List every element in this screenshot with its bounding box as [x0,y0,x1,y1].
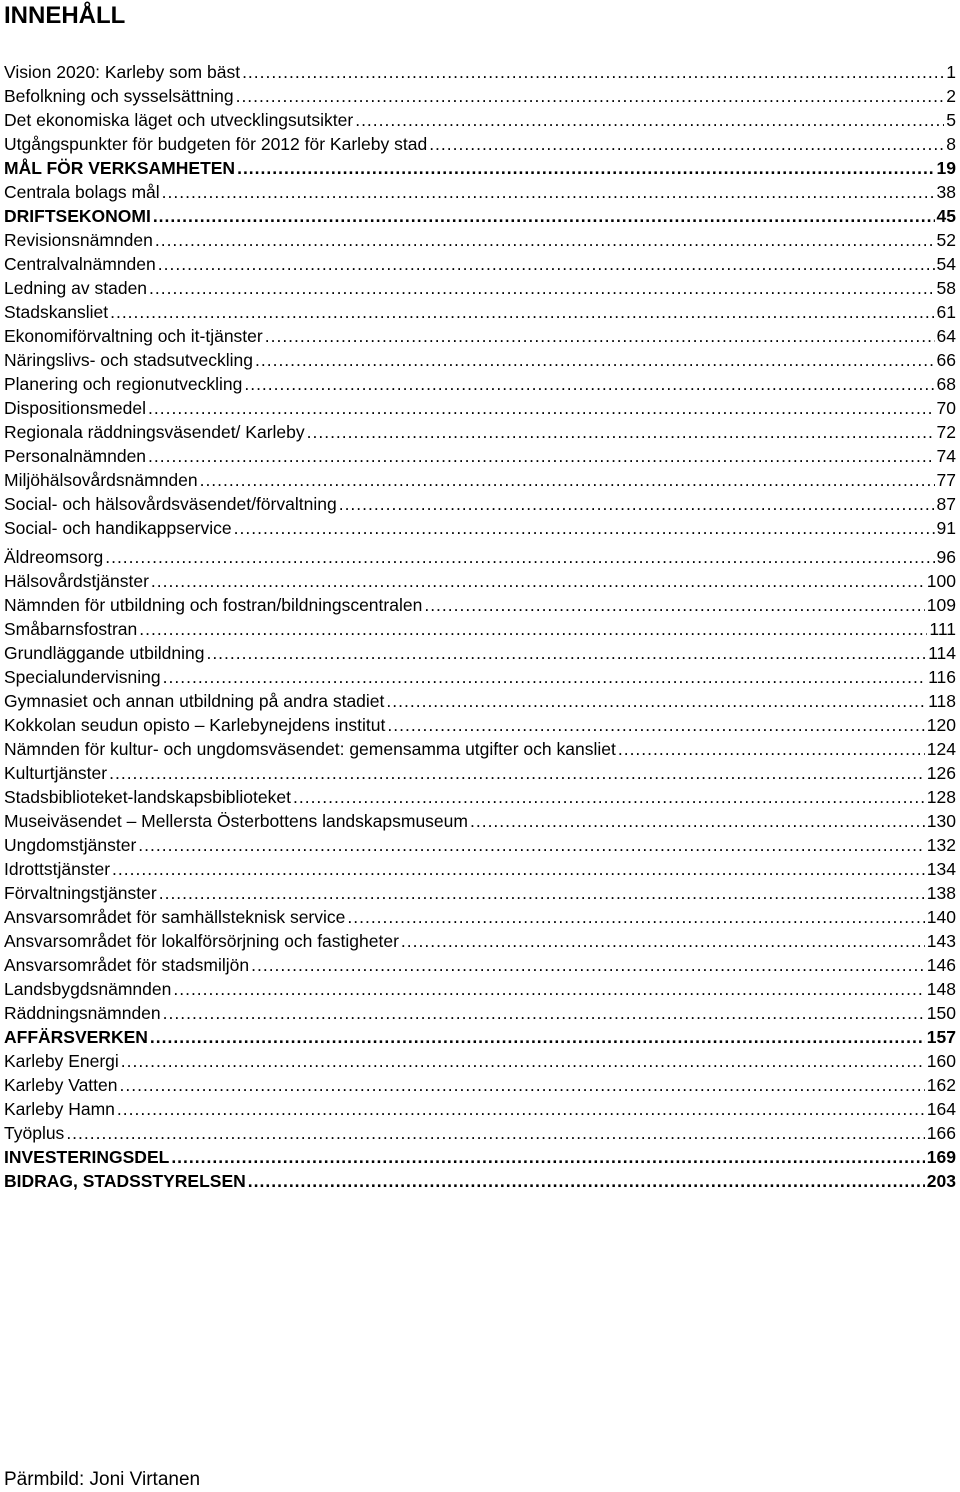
toc-entry[interactable] [4,372,956,396]
toc-entry[interactable] [4,132,956,156]
dot-leader [248,1169,925,1193]
toc-entry-title: Befolkning och sysselsättning [4,86,234,106]
dot-leader [163,665,926,689]
dot-leader [112,857,925,881]
toc-entry[interactable] [4,1001,956,1025]
toc-entry[interactable] [4,1073,956,1097]
dot-leader [139,617,927,641]
toc-entry[interactable] [4,569,956,593]
dot-leader [386,689,926,713]
dot-leader [347,905,924,929]
toc-entry-title: Kokkolan seudun opisto – Karlebynejdens institut [4,715,386,735]
toc-entry-page-number: 203 [926,1171,956,1191]
toc-entry[interactable] [4,252,956,276]
toc-entry[interactable] [4,593,956,617]
toc-entry-title: Personalnämnden [4,446,147,466]
dot-leader [171,1145,924,1169]
toc-entry-title: BIDRAG, STADSSTYRELSEN [4,1171,246,1191]
toc-entry-title: Nämnden för kultur- och ungdomsväsendet: gemensamma utgifter och kansliet [4,739,616,759]
dot-leader [105,545,934,569]
toc-entry-title: Ungdomstjänster [4,835,137,855]
toc-entry-page-number: 5 [946,110,956,130]
toc-entry-title: Social- och hälsovårdsväsendet/förvaltning [4,494,337,514]
dot-leader [293,785,925,809]
dot-leader [163,1001,925,1025]
dot-leader [355,108,944,132]
toc-entry-title: INVESTERINGSDEL [4,1147,170,1167]
dot-leader [148,444,934,468]
toc-entry-page-number: 72 [936,422,956,442]
toc-entry[interactable] [4,833,956,857]
dot-leader [66,1121,924,1145]
toc-entry-page-number: 38 [936,182,956,202]
toc-entry-title: Miljöhälsovårdsnämnden [4,470,198,490]
toc-entry-title: Ekonomiförvaltning och it-tjänster [4,326,263,346]
dot-leader [117,1097,925,1121]
dot-leader [153,204,935,228]
toc-entry[interactable] [4,905,956,929]
toc-entry-page-number: 77 [936,470,956,490]
toc-entry[interactable] [4,324,956,348]
toc-entry-title: Kulturtjänster [4,763,108,783]
toc-entry-page-number: 70 [936,398,956,418]
toc-entry-page-number: 128 [926,787,956,807]
toc-entry-page-number: 150 [926,1003,956,1023]
dot-leader [149,276,934,300]
toc-entry-page-number: 54 [936,254,956,274]
toc-entry[interactable] [4,737,956,761]
toc-entry[interactable] [4,953,956,977]
toc-entry[interactable] [4,785,956,809]
dot-leader [121,1049,925,1073]
toc-entry-page-number: 146 [926,955,956,975]
dot-leader [155,228,935,252]
toc-entry-page-number: 61 [936,302,956,322]
dot-leader [387,713,924,737]
toc-entry-title: Ansvarsområdet för samhällsteknisk service [4,907,346,927]
toc-entry-page-number: 2 [946,86,956,106]
toc-entry[interactable] [4,665,956,689]
toc-entry[interactable] [4,881,956,905]
dot-leader [110,300,934,324]
cover-photo-credit: Pärmbild: Joni Virtanen [4,1469,201,1490]
toc-entry-title: Karleby Vatten [4,1075,118,1095]
toc-entry-page-number: 157 [926,1027,956,1047]
toc-entry-page-number: 130 [926,811,956,831]
dot-leader [148,396,935,420]
toc-entry-page-number: 66 [936,350,956,370]
toc-entry-title: MÅL FÖR VERKSAMHETEN [4,158,236,178]
toc-entry-title: Centrala bolags mål [4,182,160,202]
toc-entry[interactable] [4,929,956,953]
toc-entry-page-number: 100 [926,571,956,591]
dot-leader [401,929,925,953]
toc-entry-page-number: 111 [929,619,956,639]
dot-leader [138,833,925,857]
toc-entry-page-number: 166 [926,1123,956,1143]
toc-entry-page-number: 116 [928,667,956,687]
toc-entry-page-number: 160 [926,1051,956,1071]
toc-entry[interactable] [4,468,956,492]
toc-entry-title: Grundläggande utbildning [4,643,205,663]
toc-entry-title: Revisionsnämnden [4,230,153,250]
toc-entry[interactable] [4,857,956,881]
dot-leader [200,468,935,492]
toc-entry-title: AFFÄRSVERKEN [4,1027,148,1047]
dot-leader [242,60,944,84]
toc-entry[interactable] [4,60,956,84]
toc-entry-title: Gymnasiet och annan utbildning på andra stadiet [4,691,385,711]
toc-entry[interactable] [4,617,956,641]
toc-entry-page-number: 126 [926,763,956,783]
toc-entry-page-number: 114 [928,643,956,663]
toc-entry[interactable] [4,276,956,300]
toc-entry-title: Ledning av staden [4,278,148,298]
dot-leader [251,953,925,977]
toc-entry[interactable] [4,1025,956,1049]
toc-entry-title: Dispositionsmedel [4,398,147,418]
toc-entry[interactable] [4,1121,956,1145]
dot-leader [158,252,935,276]
toc-entry-title: Det ekonomiska läget och utvecklingsutsikter [4,110,354,130]
toc-entry[interactable] [4,545,956,569]
dot-leader [236,84,945,108]
dot-leader [244,372,934,396]
toc-entry[interactable] [4,641,956,665]
toc-entry-title: Stadsbiblioteket-landskapsbiblioteket [4,787,291,807]
toc-entry-title: Centralvalnämnden [4,254,156,274]
toc-entry-title: Social- och handikappservice [4,518,232,538]
toc-entry-title: Näringslivs- och stadsutveckling [4,350,253,370]
toc-entry-title: Työplus [4,1123,65,1143]
page-title: INNEHÅLL [4,2,126,29]
toc-entry-page-number: 138 [926,883,956,903]
toc-entry-title: Stadskansliet [4,302,109,322]
toc-entry-title: Museiväsendet – Mellersta Österbottens landskapsmuseum [4,811,468,831]
toc-entry-title: Landsbygdsnämnden [4,979,172,999]
toc-entry[interactable] [4,1169,956,1193]
dot-leader [109,761,925,785]
toc-entry-page-number: 96 [936,547,956,567]
toc-entry-title: Karleby Energi [4,1051,119,1071]
toc-entry-page-number: 109 [926,595,956,615]
toc-entry[interactable] [4,761,956,785]
dot-leader [237,156,934,180]
toc-entry-title: Karleby Hamn [4,1099,115,1119]
toc-entry-page-number: 91 [936,518,956,538]
dot-leader [429,132,944,156]
toc-entry-page-number: 45 [936,206,956,226]
dot-leader [424,593,924,617]
toc-entry-title: Nämnden för utbildning och fostran/bildningscentralen [4,595,423,615]
toc-entry[interactable] [4,156,956,180]
toc-entry-page-number: 52 [936,230,956,250]
toc-entry-page-number: 124 [926,739,956,759]
toc-entry-title: Ansvarsområdet för stadsmiljön [4,955,250,975]
dot-leader [307,420,935,444]
toc-entry-page-number: 140 [926,907,956,927]
toc-entry-page-number: 143 [926,931,956,951]
dot-leader [162,180,935,204]
toc-entry-page-number: 1 [946,62,956,82]
toc-entry[interactable] [4,1097,956,1121]
toc-entry[interactable] [4,1145,956,1169]
toc-entry[interactable] [4,180,956,204]
toc-entry[interactable] [4,84,956,108]
toc-entry[interactable] [4,348,956,372]
toc-entry[interactable] [4,713,956,737]
toc-entry-page-number: 8 [946,134,956,154]
dot-leader [339,492,935,516]
toc-entry-page-number: 120 [926,715,956,735]
toc-entry-title: Äldreomsorg [4,547,104,567]
dot-leader [255,348,935,372]
toc-entry-title: Hälsovårdstjänster [4,571,149,591]
toc-entry-page-number: 74 [936,446,956,466]
toc-entry-page-number: 134 [926,859,956,879]
toc-entry-title: Vision 2020: Karleby som bäst [4,62,241,82]
toc-entry-title: Räddningsnämnden [4,1003,161,1023]
toc-entry-page-number: 58 [936,278,956,298]
toc-entry[interactable] [4,300,956,324]
toc-entry[interactable] [4,809,956,833]
toc-entry-page-number: 169 [926,1147,956,1167]
toc-entry[interactable] [4,516,956,540]
toc-entry-title: Småbarnsfostran [4,619,138,639]
toc-entry-page-number: 132 [926,835,956,855]
toc-entry[interactable] [4,204,956,228]
toc-entry-title: Utgångspunkter för budgeten för 2012 för Karleby stad [4,134,428,154]
toc-entry-page-number: 164 [926,1099,956,1119]
toc-entry[interactable] [4,1049,956,1073]
toc-entry[interactable] [4,689,956,713]
toc-entry-page-number: 64 [936,326,956,346]
dot-leader [470,809,925,833]
toc-entry-title: Idrottstjänster [4,859,111,879]
dot-leader [120,1073,925,1097]
toc-entry[interactable] [4,492,956,516]
toc-entry-page-number: 162 [926,1075,956,1095]
toc-entry-title: Förvaltningstjänster [4,883,157,903]
toc-entry-page-number: 87 [936,494,956,514]
dot-leader [159,881,925,905]
dot-leader [150,1025,925,1049]
toc-entry-page-number: 148 [926,979,956,999]
toc-entry-page-number: 118 [928,691,956,711]
toc-entry-title: Ansvarsområdet för lokalförsörjning och fastigheter [4,931,399,951]
dot-leader [206,641,926,665]
toc-entry[interactable] [4,396,956,420]
toc-entry[interactable] [4,108,956,132]
dot-leader [151,569,925,593]
dot-leader [618,737,925,761]
dot-leader [173,977,924,1001]
dot-leader [265,324,935,348]
toc-entry-title: Planering och regionutveckling [4,374,243,394]
toc-entry-page-number: 19 [936,158,956,178]
toc-entry-title: Specialundervisning [4,667,161,687]
toc-entry[interactable] [4,444,956,468]
toc-entry-title: Regionala räddningsväsendet/ Karleby [4,422,305,442]
toc-entry[interactable] [4,228,956,252]
toc-entry-title: DRIFTSEKONOMI [4,206,151,226]
toc-entry[interactable] [4,420,956,444]
dot-leader [234,516,935,540]
table-of-contents [4,60,956,1193]
toc-entry-page-number: 68 [936,374,956,394]
toc-entry[interactable] [4,977,956,1001]
